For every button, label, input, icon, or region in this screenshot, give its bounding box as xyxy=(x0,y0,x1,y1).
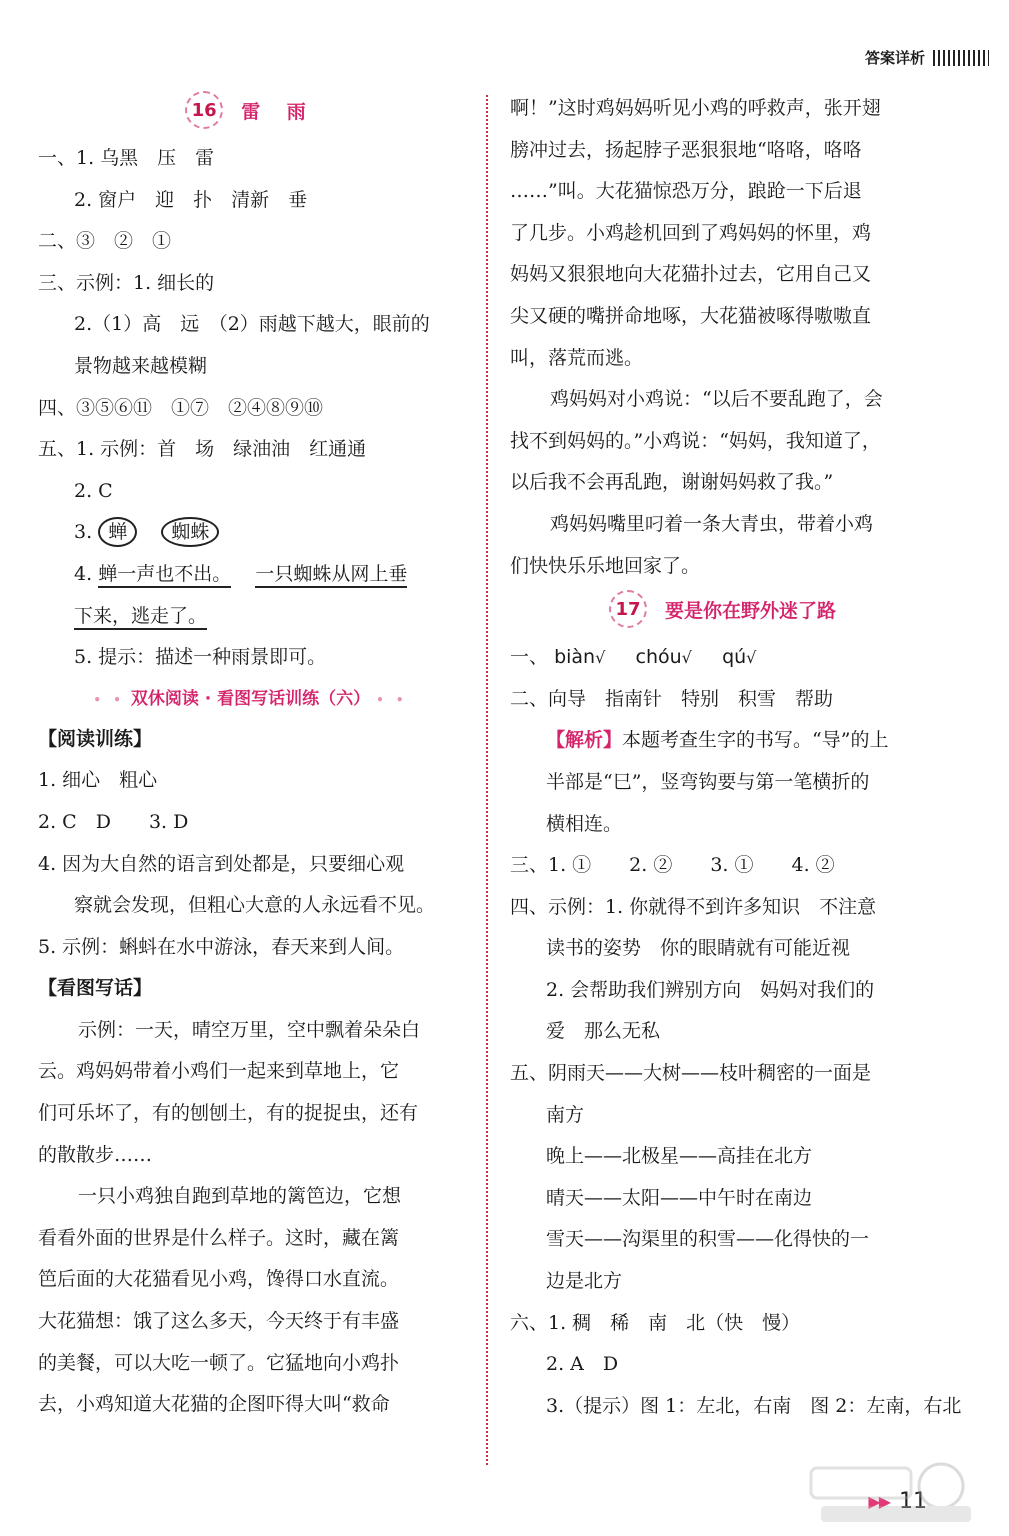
paragraph-line: 膀冲过去，扬起脖子恶狠狠地“咯咯，咯咯 xyxy=(510,138,862,161)
pinyin-word: qú xyxy=(722,646,747,669)
right-column xyxy=(510,88,962,1427)
page-number: 11 xyxy=(899,1489,927,1514)
answer-line: 南方 xyxy=(546,1103,585,1126)
answer-line: 五、阴雨天——大树——枝叶稠密的一面是 xyxy=(510,1062,872,1085)
barcode-decoration xyxy=(933,50,989,66)
analysis-line: 横相连。 xyxy=(546,812,623,835)
paragraph-line: 示例：一天，晴空万里，空中飘着朵朵白 xyxy=(78,1018,421,1041)
arrow-icon: ▶▶ xyxy=(868,1492,889,1511)
lesson-name: 要是你在野外迷了路 xyxy=(664,599,836,622)
left-column xyxy=(38,88,463,1426)
pinyin-word: biàn xyxy=(554,646,596,669)
banner-title: 双休阅读 · 看图写话训练（六） xyxy=(130,688,371,709)
analysis-tag: 【解析】 xyxy=(546,729,623,752)
banner-dots: • • xyxy=(376,692,408,707)
lesson-17-title xyxy=(510,587,935,631)
paragraph-line: 鸡妈妈对小鸡说：“以后不要乱跑了，会 xyxy=(550,388,883,411)
analysis-line xyxy=(510,720,935,762)
paragraph-line: 以后我不会再乱跑，谢谢妈妈救了我。” xyxy=(510,471,834,494)
paragraph-line: ……”叫。大花猫惊恐万分，踉跄一下后退 xyxy=(510,180,862,203)
answer-line: 雪天——沟渠里的积雪——化得快的一 xyxy=(546,1228,870,1251)
circled-word: 蝉 xyxy=(98,517,137,547)
paragraph-line: 笆后面的大花猫看见小鸡，馋得口水直流。 xyxy=(38,1268,400,1291)
page-footer xyxy=(868,1489,927,1514)
underlined-sentence: 一只蜘蛛从网上垂 xyxy=(255,563,407,588)
reading-heading: 【阅读训练】 xyxy=(38,727,153,750)
pinyin-answer-line xyxy=(510,637,935,679)
pinyin-word: chóu xyxy=(635,646,682,669)
answer-line: 五、1. 示例：首 场 绿油油 红通通 xyxy=(38,438,367,461)
analysis-line: 半部是“巳”，竖弯钩要与第一笔横折的 xyxy=(546,770,870,793)
check-mark-icon: √ xyxy=(595,648,606,668)
answer-line: 2. C xyxy=(74,479,113,502)
writing-heading: 【看图写话】 xyxy=(38,977,153,1000)
lesson-16-title xyxy=(38,88,463,132)
answer-line: 2. A D xyxy=(546,1353,619,1376)
answer-line: 5. 示例：蝌蚪在水中游泳，春天来到人间。 xyxy=(38,935,405,958)
answer-line: 1. 细心 粗心 xyxy=(38,769,158,792)
header-tag-label: 答案详析 xyxy=(864,49,925,67)
answer-line: 四、示例：1. 你就得不到许多知识 不注意 xyxy=(510,895,877,918)
paragraph-line: 妈妈又狠狠地向大花猫扑过去，它用自己又 xyxy=(510,263,872,286)
answer-line xyxy=(38,596,463,638)
check-mark-icon: √ xyxy=(681,648,692,668)
section-header xyxy=(865,47,989,68)
paragraph-line: 看看外面的世界是什么样子。这时，藏在篱 xyxy=(38,1226,400,1249)
answer-line: 爱 那么无私 xyxy=(546,1020,661,1043)
paragraph-line: 们快快乐乐地回家了。 xyxy=(510,554,701,577)
underlined-sentence: 下来，逃走了。 xyxy=(74,605,207,630)
paragraph-line: 大花猫想：饿了这么多天，今天终于有丰盛 xyxy=(38,1310,400,1333)
paragraph-line: 啊！”这时鸡妈妈听见小鸡的呼救声，张开翅 xyxy=(510,97,881,119)
answer-line: 4. 因为大自然的语言到处都是，只要细心观 xyxy=(38,852,405,875)
paragraph-line: 的散散步…… xyxy=(38,1143,153,1166)
answer-line: 2. 窗户 迎 扑 清新 垂 xyxy=(74,188,308,211)
banner-dots: • • xyxy=(93,692,125,707)
paragraph-line: 了几步。小鸡趁机回到了鸡妈妈的怀里，鸡 xyxy=(510,221,872,244)
answer-line: 景物越来越模糊 xyxy=(74,354,208,377)
answer-line-underlined xyxy=(38,554,463,596)
answer-line: 三、示例：1. 细长的 xyxy=(38,271,215,294)
answer-line: 2. 会帮助我们辨别方向 妈妈对我们的 xyxy=(546,978,875,1001)
lesson-number-badge: 16 xyxy=(185,91,223,129)
answer-line: 六、1. 稠 稀 南 北（快 慢） xyxy=(510,1311,801,1334)
underlined-sentence: 蝉一声也不出。 xyxy=(98,563,231,588)
paragraph-line: 叫，落荒而逃。 xyxy=(510,346,644,369)
paragraph-line: 的美餐，可以大吃一顿了。它猛地向小鸡扑 xyxy=(38,1351,400,1374)
answer-line: 四、③⑤⑥⑪ ①⑦ ②④⑧⑨⑩ xyxy=(38,396,324,419)
paragraph-line: 鸡妈妈嘴里叼着一条大青虫，带着小鸡 xyxy=(550,512,874,535)
answer-line: 边是北方 xyxy=(546,1270,623,1293)
paragraph-line: 们可乐坏了，有的刨刨土，有的捉捉虫，还有 xyxy=(38,1102,419,1125)
column-divider xyxy=(486,95,488,1465)
answer-line: 二、向导 指南针 特别 积雪 帮助 xyxy=(510,687,834,710)
section-banner xyxy=(38,679,463,719)
answer-line: 晚上——北极星——高挂在北方 xyxy=(546,1145,813,1168)
answer-line: 5. 提示：描述一种雨景即可。 xyxy=(74,646,327,669)
check-mark-icon: √ xyxy=(746,648,757,668)
answer-line: 2. C D 3. D xyxy=(38,810,189,833)
paragraph-line: 找不到妈妈的。”小鸡说：“妈妈，我知道了， xyxy=(510,429,881,452)
paragraph-line: 云。鸡妈妈带着小鸡们一起来到草地上，它 xyxy=(38,1060,400,1083)
answer-line: 二、③ ② ① xyxy=(38,230,172,253)
paragraph-line: 一只小鸡独自跑到草地的篱笆边，它想 xyxy=(78,1185,402,1208)
answer-line: 晴天——太阳——中午时在南边 xyxy=(546,1186,813,1209)
answer-line-circled xyxy=(38,512,463,554)
answer-line: 读书的姿势 你的眼睛就有可能近视 xyxy=(546,937,851,960)
q1-prefix: 一、 xyxy=(510,646,549,669)
lesson-name: 雷 雨 xyxy=(241,100,316,123)
q4-prefix: 4. xyxy=(74,562,93,585)
answer-line: 3.（提示）图 1：左北，右南 图 2：左南，右北 xyxy=(546,1394,962,1417)
paragraph-line: 尖又硬的嘴拼命地啄，大花猫被啄得嗷嗷直 xyxy=(510,304,872,327)
answer-line: 2.（1）高 远 （2）雨越下越大，眼前的 xyxy=(74,313,430,336)
lesson-number-badge: 17 xyxy=(609,590,647,628)
answer-line: 三、1. ① 2. ② 3. ① 4. ② xyxy=(510,854,835,877)
answer-line: 察就会发现，但粗心大意的人永远看不见。 xyxy=(74,894,436,917)
answer-line: 一、1. 乌黑 压 雷 xyxy=(38,147,215,169)
paragraph-line: 去，小鸡知道大花猫的企图吓得大叫“救命 xyxy=(38,1393,390,1416)
analysis-text: 本题考查生字的书写。“导”的上 xyxy=(622,729,889,752)
circled-word: 蜘蛛 xyxy=(161,517,219,547)
q3-prefix: 3. xyxy=(74,521,93,544)
